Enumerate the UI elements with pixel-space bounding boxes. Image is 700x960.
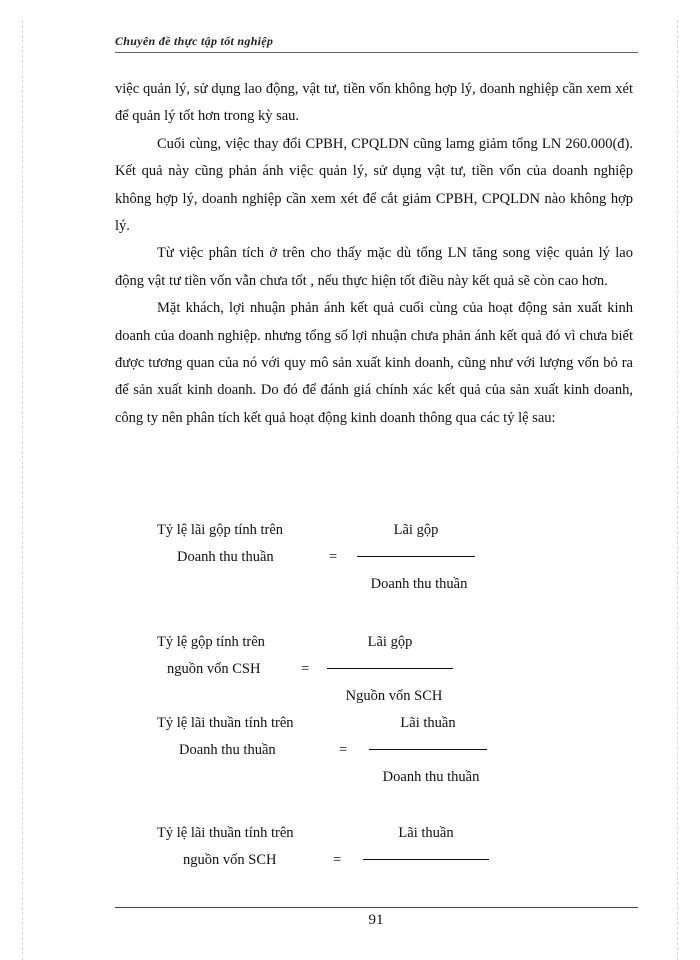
formula-net-margin-equity xyxy=(115,823,633,903)
formula-label-line1: Tỷ lệ lãi thuần tính trên xyxy=(157,715,294,731)
formula-denominator: Doanh thu thuần xyxy=(382,769,480,785)
formula-label-line2: Doanh thu thuần xyxy=(179,742,276,758)
footer-rule xyxy=(115,907,638,908)
formula-equals: = xyxy=(339,742,348,758)
formula-equals: = xyxy=(301,661,310,677)
formula-denominator: Nguồn vốn SCH xyxy=(345,688,443,704)
paragraph-4: Mặt khách, lợi nhuận phản ánh kết quả cuối cùng của hoạt động sản xuất kinh doanh của doanh nghiệp. nhưng tổng số lợi nhuận chưa phản ánh kết quả đó vì chưa biết được tương quan của nó với quy mô sản xuất kinh doanh, cũng như với lượng vốn bỏ ra để sản xuất kinh doanh. Do đó để đánh giá chính xác kết quả của sản xuất kinh doanh, công ty nên phân tích kết quả hoạt động kinh doanh thông qua các tỷ lệ sau: xyxy=(115,300,633,426)
paragraph-1: việc quản lý, sử dụng lao động, vật tư, tiền vốn không hợp lý, doanh nghiệp cần xem xét để quản lý tốt hơn trong kỳ sau. xyxy=(115,81,633,125)
running-header: Chuyên đề thực tập tốt nghiệp xyxy=(115,34,274,48)
formula-net-margin-revenue xyxy=(115,713,633,793)
formula-label-line1: Tỷ lệ lãi thuần tính trên xyxy=(157,825,294,841)
formula-equals: = xyxy=(329,549,338,565)
paragraph-3: Từ việc phân tích ở trên cho thấy mặc dù tổng LN tăng song việc quản lý lao động vật tư tiền vốn vẫn chưa tốt , nếu thực hiện tốt điều này kết quả sẽ còn cao hơn. xyxy=(115,245,633,289)
page-number: 91 xyxy=(368,912,384,928)
formula-label-line2: nguồn vốn CSH xyxy=(167,661,261,677)
paragraph-2: Cuối cùng, việc thay đổi CPBH, CPQLDN cũng lamg giảm tổng LN 260.000(đ). Kết quả này cũng phản ánh việc quản lý, sử dụng vật tư, tiền vốn của doanh nghiệp không hợp lý, doanh nghiệp cần xem xét để cắt giảm CPBH, CPQLDN nào không hợp lý. xyxy=(115,135,633,235)
formula-numerator: Lãi gộp xyxy=(367,634,413,650)
body-text xyxy=(115,76,633,432)
formula-denominator: Doanh thu thuần xyxy=(370,576,468,592)
formula-numerator: Lãi thuần xyxy=(400,715,456,731)
formula-label-line1: Tỷ lệ gộp tính trên xyxy=(157,634,265,650)
formula-label-line1: Tỷ lệ lãi gộp tính trên xyxy=(157,522,284,538)
formula-numerator: Lãi thuần xyxy=(398,825,454,841)
formula-label-line2: nguồn vốn SCH xyxy=(183,852,277,868)
formula-numerator: Lãi gộp xyxy=(393,522,439,538)
fraction-bar xyxy=(357,556,475,557)
fraction-bar xyxy=(363,859,489,860)
header-rule xyxy=(115,52,638,53)
formula-label-line2: Doanh thu thuần xyxy=(177,549,274,565)
fraction-bar xyxy=(327,668,453,669)
formula-gross-margin-revenue xyxy=(115,520,633,600)
formula-gross-margin-equity xyxy=(115,632,633,712)
formula-equals: = xyxy=(333,852,342,868)
fraction-bar xyxy=(369,749,487,750)
